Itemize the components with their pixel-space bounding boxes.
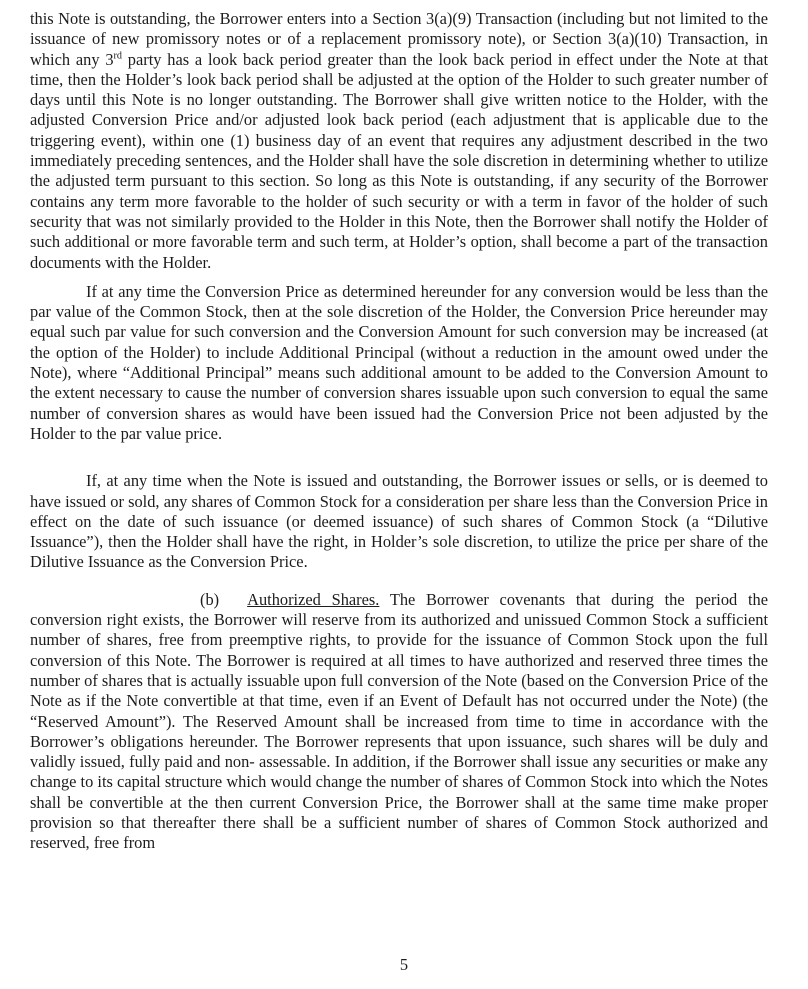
paragraph-dilutive-issuance: If, at any time when the Note is issued and outstanding, the Borrower issues or sells, or is deemed to have issued or sold, any shares of Common Stock for a consideration per share less than the Conversion Price in effect on the date of such issuance (or deemed issuance) of such shares of Common Stock (a “Dilutive Issuance”), then the Holder shall have the right, in Holder’s sole discretion, to utilize the price per share of the Dilutive Issuance as the Conversion Price.	[30, 471, 768, 572]
paragraph-text: party has a look back period greater than the look back period in effect under the Note at that time, then the Holder’s look back period shall be adjusted at the option of the Holder to such greater number of days until this Note is no longer outstanding. The Borrower shall give written notice to the Holder, with the adjusted Conversion Price and/or adjusted look back period (each adjustment that is applicable due to the triggering event), within one (1) business day of an event that requires any adjustment described in the two immediately preceding sentences, and the Holder shall have the sole discretion in determining whether to utilize the adjusted term pursuant to this section. So long as this Note is outstanding, if any security of the Borrower contains any term more favorable to the holder of such security or with a term in favor of the holder of such security that was not similarly provided to the Holder in this Note, then the Borrower shall notify the Holder of such additional or more favorable term and such term, at Holder’s option, shall become a part of the transaction documents with the Holder.	[30, 49, 769, 272]
paragraph-par-value: If at any time the Conversion Price as determined hereunder for any conversion would be less than the par value of the Common Stock, then at the sole discretion of the Holder, the Conversion Price hereunder may equal such par value for such conversion and the Conversion Amount for such conversion may be increased (at the option of the Holder) to include Additional Principal (without a reduction in the amount owed under the Note), where “Additional Principal” means such additional amount to be added to the Conversion Amount to the extent necessary to cause the number of conversion shares issuable upon such conversion to equal the same number of conversion shares as would have been issued had the Conversion Price not been adjusted by the Holder to the par value price.	[30, 281, 768, 443]
paragraph-note-outstanding	[30, 9, 768, 273]
paragraph-text: The Borrower covenants that during the period the conversion right exists, the Borrower will reserve from its authorized and unissued Common Stock a sufficient number of shares, free from preemptive rights, to provide for the issuance of Common Stock upon the full conversion of this Note. The Borrower is required at all times to have authorized and reserved three times the number of shares that is actually issuable upon full conversion of the Note (based on the Conversion Price of the Note as if the Note convertible at that time, even if an Event of Default has not occurred under the Note) (the “Reserved Amount”). The Reserved Amount shall be increased from time to time in accordance with the Borrower’s obligations hereunder. The Borrower represents that upon issuance, such shares will be duly and validly issued, fully paid and non- assessable. In addition, if the Borrower shall issue any securities or make any change to its capital structure which would change the number of shares of Common Stock into which the Notes shall be convertible at the then current Conversion Price, the Borrower shall at the same time make proper provision so that thereafter there shall be a sufficient number of shares of Common Stock authorized and reserved, free from	[30, 589, 768, 853]
clause-heading: Authorized Shares.	[247, 589, 380, 609]
page-number: 5	[399, 954, 409, 974]
superscript-ordinal: rd	[113, 50, 122, 62]
paragraph-text: this Note is outstanding, the Borrower enters into a Section 3(a)(9) Transaction (including but not limited to the issuance of new promissory notes or of a replacement promissory note), or Section 3(a)(10) Transaction, in which any 3	[30, 9, 768, 69]
paragraph-authorized-shares	[30, 590, 768, 854]
clause-label: (b)	[200, 589, 220, 609]
